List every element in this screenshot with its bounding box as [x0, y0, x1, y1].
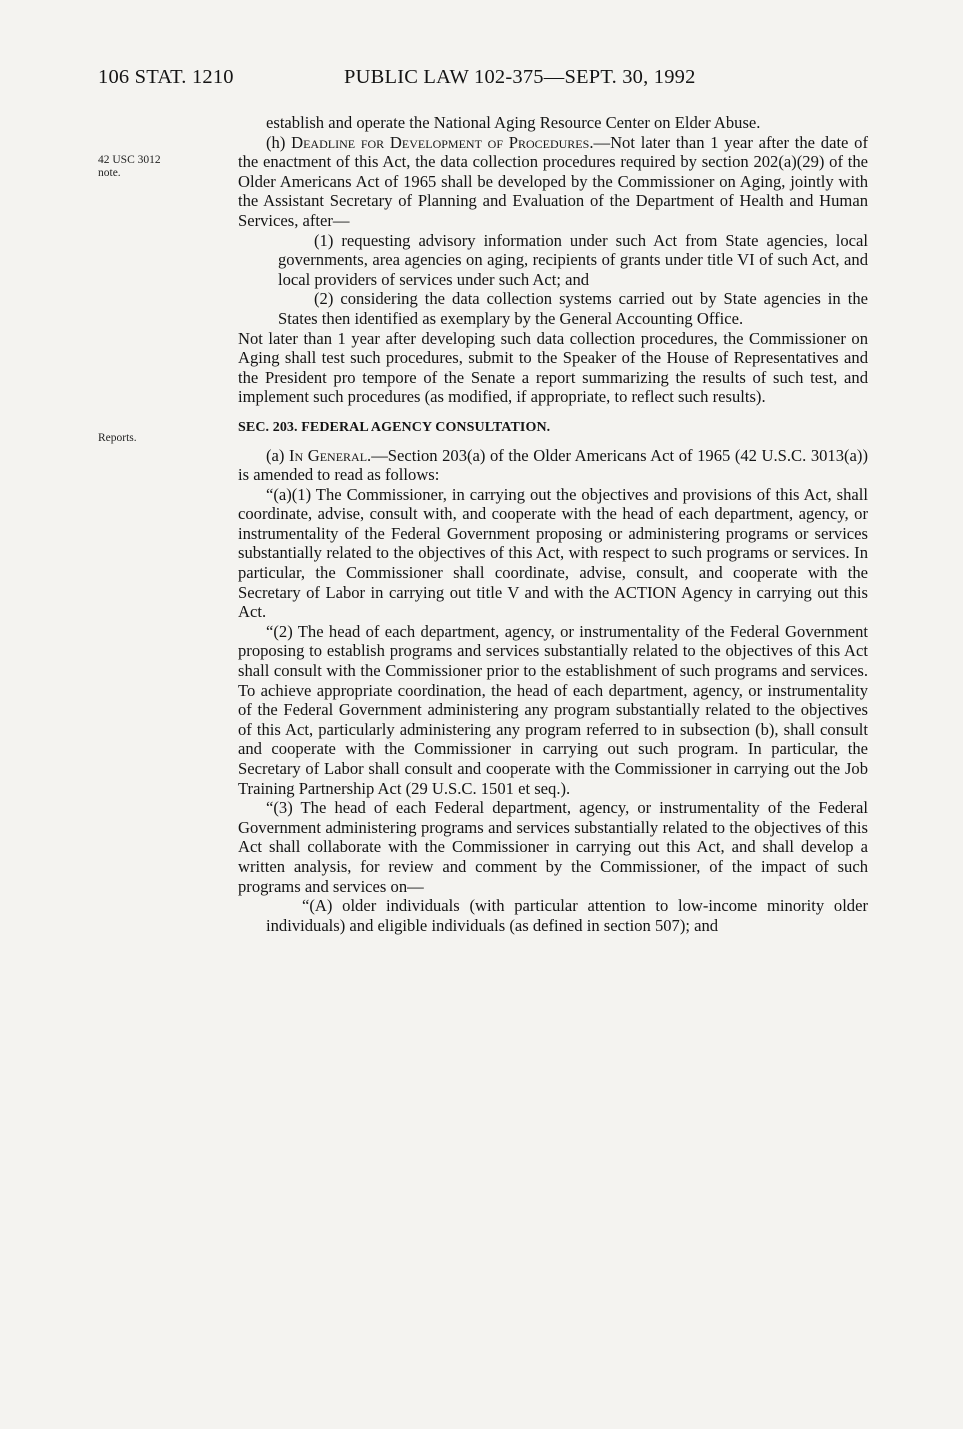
stat-page-number: 106 STAT. 1210: [98, 66, 234, 88]
paragraph-item-2: (2) considering the data collection systems carried out by State agencies in the States then identified as exemplary by the General Accounting Office.: [278, 289, 868, 328]
quoted-paragraph-2: “(2) The head of each department, agency, or instrumentality of the Federal Government proposing to establish programs and services substantially related to the objectives of this Act shall consult with the Commissioner prior to the establishment of such programs and services. To achieve appropriate coordination, the head of each department, agency, or instrumentality of the Federal Government administering any program substantially related to the objectives of this Act, particularly administering any program referred to in subsection (b), shall consult and cooperate with the Commissioner in carrying out such program. In particular, the Secretary of Labor shall consult and cooperate with the Commissioner in carrying out the Job Training Partnership Act (29 U.S.C. 1501 et seq.).: [238, 621, 868, 798]
subsection-h-caption: Deadline for Development of Procedures.: [291, 132, 594, 152]
subsection-a-caption: In General.: [288, 445, 372, 465]
public-law-title: PUBLIC LAW 102-375—SEPT. 30, 1992: [344, 66, 696, 88]
quoted-subparagraph-3A: “(A) older individuals (with particular attention to low-income minority older individuals) and eligible individuals (as defined in section 507); and: [266, 896, 868, 935]
section-heading: SEC. 203. FEDERAL AGENCY CONSULTATION.: [238, 419, 551, 435]
quoted-paragraph-a1: “(a)(1) The Commissioner, in carrying out the objectives and provisions of this Act, shall coordinate, advise, consult with, and cooperate with the head of each department, agency, or instrumentality of the Federal Government proposing or administering programs or services substantially related to the objectives of this Act, with respect to such programs or services. In particular, the Commissioner shall coordinate, advise, consult, and cooperate with the Secretary of Labor in carrying out title V and with the ACTION Agency in carrying out this Act.: [238, 484, 868, 622]
margin-note-usc: [98, 154, 161, 180]
quoted-paragraph-3: “(3) The head of each Federal department, agency, or instrumentality of the Federal Government administering programs and services substantially related to the objectives of this Act shall collaborate with the Commissioner in carrying out this Act, and shall develop a written analysis, for review and comment by the Commissioner, of the impact of such programs and services on—: [238, 798, 868, 896]
subsection-a: [238, 446, 868, 485]
subsection-h-label: (h): [266, 132, 292, 152]
margin-note-usc-line1: 42 USC 3012: [98, 154, 161, 166]
margin-note-usc-line2: note.: [98, 167, 121, 179]
reports-paragraph: Not later than 1 year after developing such data collection procedures, the Commissioner on Aging shall test such procedures, submit to the Speaker of the House of Representatives and the President pro tempore of the Senate a report summarizing the results of such test, and implement such procedures (as modified, if appropriate, to reflect such results).: [238, 328, 868, 407]
continuation-paragraph: establish and operate the National Aging Resource Center on Elder Abuse.: [266, 113, 761, 132]
subsection-h: [238, 133, 868, 231]
margin-note-reports: Reports.: [98, 432, 137, 444]
paragraph-item-1: (1) requesting advisory information under such Act from State agencies, local governments, area agencies on aging, recipients of grants under title VI of such Act, and local providers of services under such Act; and: [278, 230, 868, 289]
subsection-a-text: —Section 203(a) of the Older Americans Act of 1965 (42 U.S.C. 3013(a)) is amended to read as follows:: [238, 445, 868, 485]
statute-body: [238, 113, 868, 935]
subsection-h-text: —Not later than 1 year after the date of the enactment of this Act, the data collection procedures required by section 202(a)(29) of the Older Americans Act of 1965 shall be developed by the Commissioner on Aging, jointly with the Assistant Secretary of Planning and Evaluation of the Department of Health and Human Services, after—: [238, 132, 868, 230]
subsection-a-label: (a): [266, 445, 289, 465]
